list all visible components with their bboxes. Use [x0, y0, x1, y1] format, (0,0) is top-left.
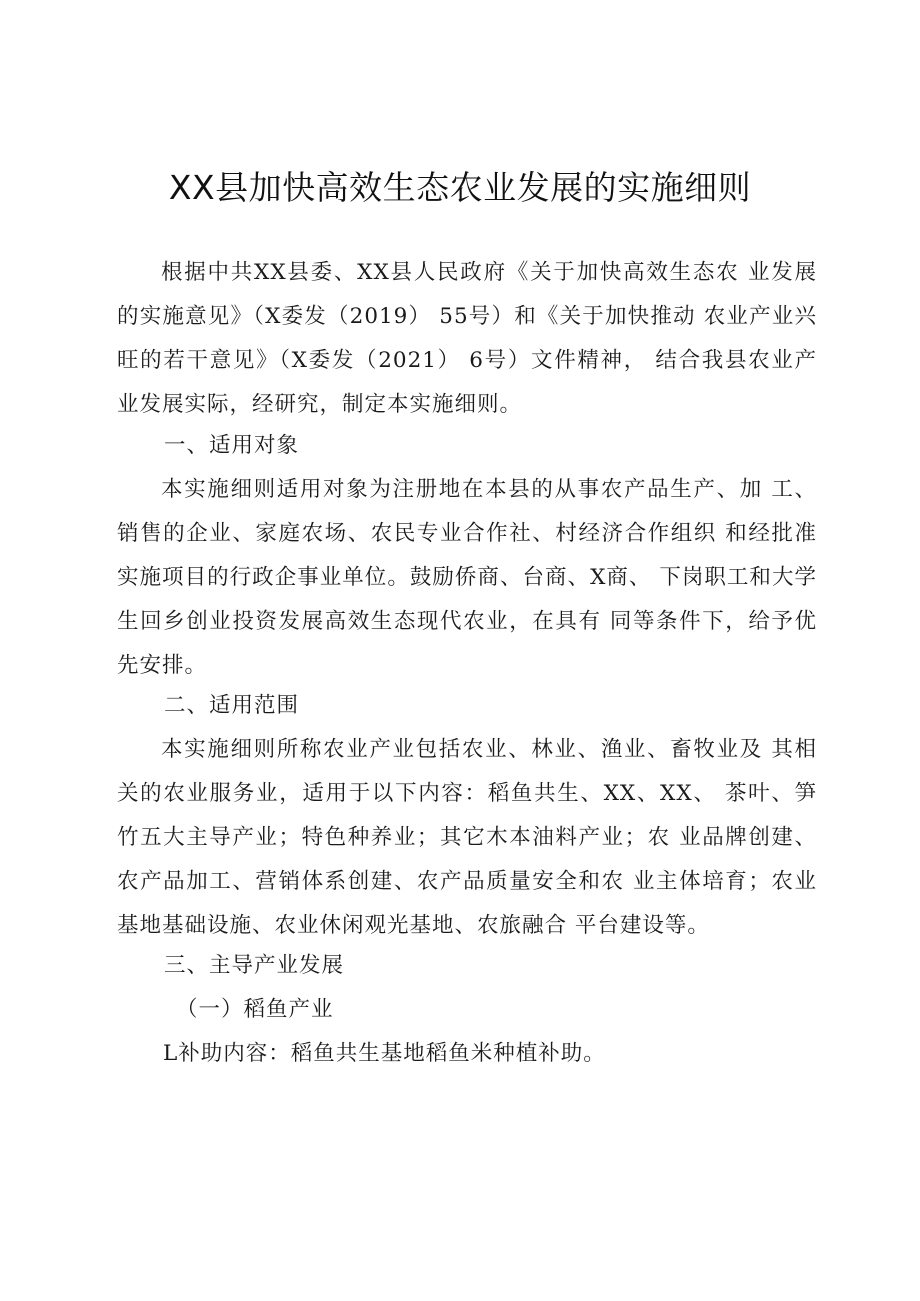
section-heading-applicable-scope: 二、适用范围 [164, 693, 300, 718]
intro-paragraph: 根据中共XX县委、XX县人民政府《关于加快高效生态农 业发展的实施意见》（X委发（2019） 55号）和《关于加快推动 农业产业兴旺的若干意见》（X委发（2021） 6号）文件精神， 结合我县农业产业发展实际，经研究，制定本实施细则。 [117, 260, 817, 417]
section-heading-applicable-objects: 一、适用对象 [164, 433, 300, 458]
subsection-heading-rice-fish: （一）稻鱼产业 [176, 997, 334, 1022]
document-title: XX县加快高效生态农业发展的实施细则 [168, 168, 752, 207]
section-body-applicable-scope: 本实施细则所称农业产业包括农业、林业、渔业、畜牧业及 其相关的农业服务业，适用于以下内容：稻鱼共生、XX、XX、 茶叶、笋竹五大主导产业；特色种养业；其它木本油料产业；农 业品牌创建、农产品加工、营销体系创建、农产品质量安全和农 业主体培育；农业基地基础设施、农业休闲观光基地、农旅融合 平台建设等。 [117, 737, 817, 938]
section-heading-leading-industry: 三、主导产业发展 [164, 953, 345, 978]
subsidy-content-item: L补助内容：稻鱼共生基地稻鱼米种植补助。 [163, 1041, 606, 1066]
section-body-applicable-objects: 本实施细则适用对象为注册地在本县的从事农产品生产、加 工、销售的企业、家庭农场、农民专业合作社、村经济合作组织 和经批准实施项目的行政企事业单位。鼓励侨商、台商、X商、 下岗职工和大学生回乡创业投资发展高效生态现代农业，在具有 同等条件下，给予优先安排。 [117, 477, 817, 678]
